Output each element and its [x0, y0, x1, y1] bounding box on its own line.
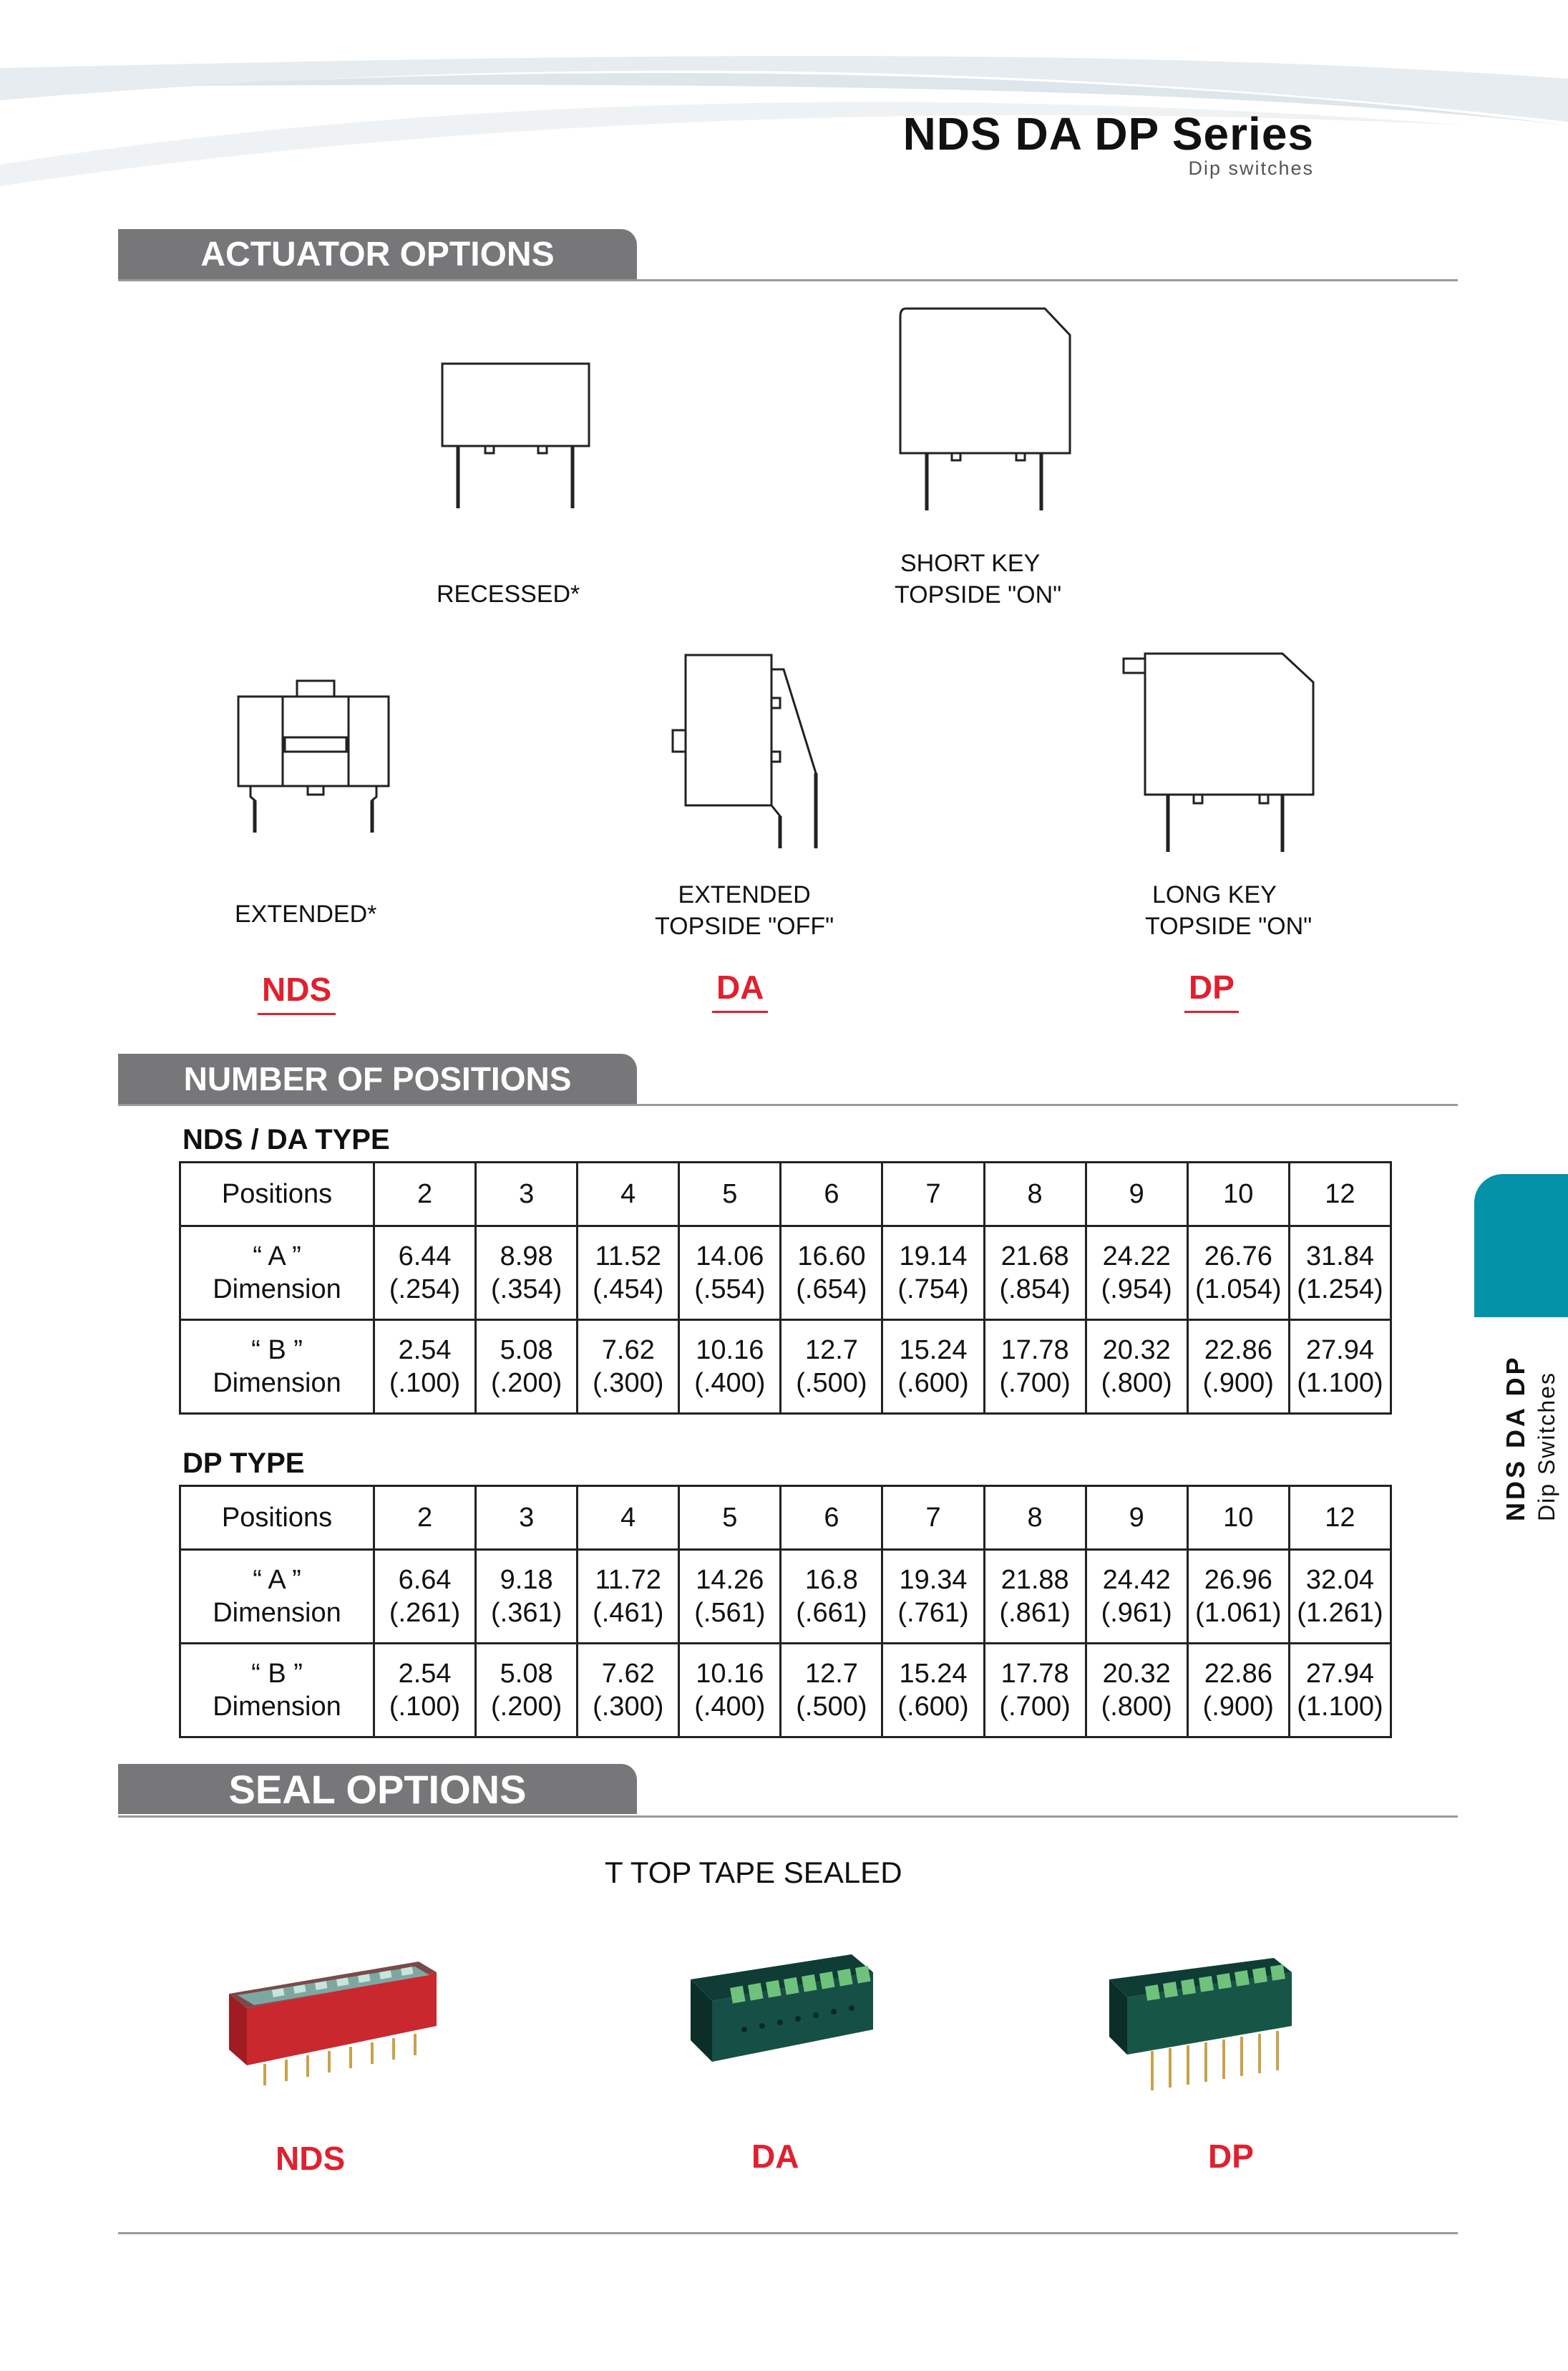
side-series-name: NDS DA DP: [1501, 1354, 1530, 1521]
table-row: [180, 1320, 1391, 1414]
caption-recessed: RECESSED*: [437, 581, 580, 608]
mm-value: 5.08: [500, 1335, 553, 1365]
row-header-a-dimension: [180, 1226, 374, 1320]
table-row: [180, 1486, 1391, 1550]
row-header-a-dimension: [180, 1550, 374, 1644]
short-key-actuator-diagram: [895, 306, 1073, 514]
b-dimension-cell: [374, 1644, 476, 1737]
mm-value: 14.06: [696, 1241, 764, 1271]
section-seal-title: SEAL OPTIONS: [228, 1766, 527, 1812]
inch-value: (.600): [897, 1692, 969, 1722]
a-dimension-cell: [578, 1226, 679, 1320]
inch-value: (1.100): [1297, 1368, 1383, 1398]
inch-value: (1.054): [1195, 1274, 1282, 1304]
section-rule: [118, 279, 1458, 281]
a-dimension-cell: [1289, 1226, 1391, 1320]
inch-value: (.561): [694, 1598, 766, 1628]
b-dimension-cell: [984, 1320, 1086, 1414]
inch-value: (.254): [389, 1274, 461, 1304]
position-cell: 3: [476, 1486, 578, 1550]
a-dimension-cell: [679, 1226, 781, 1320]
row-header-positions: Positions: [180, 1486, 374, 1550]
mm-value: 7.62: [601, 1335, 655, 1365]
position-cell: 7: [882, 1486, 984, 1550]
b-dimension-cell: [882, 1320, 984, 1414]
da-product-photo: [680, 1951, 880, 2069]
position-cell: 9: [1086, 1486, 1187, 1550]
mm-value: 2.54: [398, 1335, 452, 1365]
inch-value: (1.261): [1297, 1598, 1383, 1628]
mm-value: 17.78: [1000, 1335, 1069, 1365]
inch-value: (.300): [593, 1692, 664, 1722]
a-dimension-cell: [1187, 1550, 1289, 1644]
a-dimension-cell: [476, 1226, 578, 1320]
inch-value: (.200): [491, 1692, 563, 1722]
a-dimension-cell: [1289, 1550, 1391, 1644]
position-cell: 2: [374, 1163, 476, 1226]
a-dimension-cell: [476, 1550, 578, 1644]
inch-value: (.700): [999, 1692, 1071, 1722]
inch-value: (.900): [1202, 1692, 1274, 1722]
inch-value: (.661): [796, 1598, 867, 1628]
a-dimension-cell: [781, 1226, 882, 1320]
inch-value: (.461): [593, 1598, 664, 1628]
caption-long-key-line1: LONG KEY: [1152, 881, 1277, 908]
position-cell: 2: [374, 1486, 476, 1550]
mm-value: 7.62: [601, 1659, 655, 1689]
inch-value: (.500): [796, 1368, 867, 1398]
inch-value: (.961): [1101, 1598, 1172, 1628]
inch-value: (.800): [1101, 1692, 1172, 1722]
inch-value: (.800): [1101, 1368, 1172, 1398]
section-rule: [118, 1104, 1458, 1106]
inch-value: (.854): [999, 1274, 1071, 1304]
a-label: “ A ”: [253, 1565, 301, 1595]
inch-value: (.900): [1202, 1368, 1274, 1398]
photo-label-da: DA: [751, 2138, 799, 2175]
series-label-dp: DP: [1184, 968, 1239, 1013]
a-dimension-cell: [781, 1550, 882, 1644]
a-label: “ A ”: [253, 1241, 301, 1271]
section-positions-title: NUMBER OF POSITIONS: [183, 1060, 572, 1097]
mm-value: 27.94: [1305, 1659, 1374, 1689]
inch-value: (.100): [389, 1368, 461, 1398]
table-row: [180, 1163, 1391, 1226]
dimension-label: Dimension: [213, 1598, 341, 1628]
position-cell: 8: [984, 1486, 1086, 1550]
mm-value: 26.76: [1204, 1241, 1272, 1271]
table-title-dp: DP TYPE: [182, 1448, 305, 1479]
inch-value: (.600): [897, 1368, 969, 1398]
caption-extended-off: [655, 879, 834, 942]
b-dimension-cell: [679, 1320, 781, 1414]
b-dimension-cell: [476, 1320, 578, 1414]
caption-long-key-line2: TOPSIDE "ON": [1145, 913, 1313, 940]
b-dimension-cell: [1086, 1320, 1187, 1414]
positions-table-nds-da: [179, 1161, 1392, 1415]
mm-value: 6.64: [398, 1565, 452, 1595]
a-dimension-cell: [374, 1226, 476, 1320]
b-dimension-cell: [374, 1320, 476, 1414]
position-cell: 10: [1187, 1486, 1289, 1550]
section-rule: [118, 1815, 1458, 1818]
mm-value: 32.04: [1305, 1565, 1374, 1595]
positions-table-dp: [179, 1485, 1392, 1738]
mm-value: 11.72: [595, 1565, 661, 1595]
inch-value: (.700): [999, 1368, 1071, 1398]
position-cell: 5: [679, 1163, 781, 1226]
row-header-b-dimension: [180, 1320, 374, 1414]
mm-value: 10.16: [696, 1659, 764, 1689]
header-swoosh: [0, 0, 1568, 215]
position-cell: 4: [578, 1163, 679, 1226]
table-row: [180, 1226, 1391, 1320]
caption-short-key-line1: SHORT KEY: [900, 550, 1041, 577]
caption-extended: EXTENDED*: [235, 901, 377, 928]
inch-value: (.200): [491, 1368, 563, 1398]
recessed-actuator-diagram: [437, 362, 594, 512]
mm-value: 12.7: [804, 1335, 858, 1365]
inch-value: (.400): [694, 1692, 766, 1722]
mm-value: 19.14: [899, 1241, 968, 1271]
position-cell: 4: [578, 1486, 679, 1550]
mm-value: 27.94: [1305, 1335, 1374, 1365]
extended-off-actuator-diagram: [666, 651, 830, 852]
page-subtitle: Dip switches: [1188, 157, 1314, 179]
b-dimension-cell: [578, 1644, 679, 1737]
table-row: [180, 1644, 1391, 1737]
mm-value: 10.16: [696, 1335, 764, 1365]
series-label-da: DA: [712, 968, 768, 1013]
inch-value: (1.061): [1195, 1598, 1282, 1628]
inch-value: (1.100): [1297, 1692, 1383, 1722]
caption-short-key: [895, 548, 1061, 611]
mm-value: 14.26: [696, 1565, 764, 1595]
b-dimension-cell: [1187, 1320, 1289, 1414]
mm-value: 19.34: [899, 1565, 968, 1595]
mm-value: 17.78: [1000, 1659, 1069, 1689]
caption-extended-off-line1: EXTENDED: [678, 881, 811, 908]
nds-product-photo: [222, 1958, 451, 2087]
section-number-of-positions: [118, 1054, 637, 1104]
position-cell: 10: [1187, 1163, 1289, 1226]
inch-value: (.361): [491, 1598, 563, 1628]
inch-value: (.654): [796, 1274, 867, 1304]
b-dimension-cell: [679, 1644, 781, 1737]
seal-option-label: T TOP TAPE SEALED: [605, 1856, 902, 1889]
b-dimension-cell: [781, 1644, 882, 1737]
a-dimension-cell: [374, 1550, 476, 1644]
position-cell: 9: [1086, 1163, 1187, 1226]
table-row: [180, 1550, 1391, 1644]
photo-label-dp: DP: [1208, 2138, 1254, 2175]
mm-value: 22.86: [1204, 1659, 1272, 1689]
mm-value: 2.54: [398, 1659, 452, 1689]
mm-value: 26.96: [1204, 1565, 1272, 1595]
row-header-positions: Positions: [180, 1163, 374, 1226]
inch-value: (.761): [897, 1598, 969, 1628]
row-header-b-dimension: [180, 1644, 374, 1737]
inch-value: (.400): [694, 1368, 766, 1398]
mm-value: 20.32: [1102, 1335, 1171, 1365]
mm-value: 20.32: [1102, 1659, 1171, 1689]
mm-value: 31.84: [1305, 1241, 1374, 1271]
inch-value: (.300): [593, 1368, 664, 1398]
mm-value: 24.22: [1102, 1241, 1171, 1271]
position-cell: 8: [984, 1163, 1086, 1226]
mm-value: 24.42: [1102, 1565, 1171, 1595]
b-label: “ B ”: [251, 1659, 303, 1689]
dp-product-photo: [1102, 1954, 1302, 2098]
b-dimension-cell: [578, 1320, 679, 1414]
b-dimension-cell: [1086, 1644, 1187, 1737]
section-actuator-title: ACTUATOR OPTIONS: [200, 235, 555, 273]
inch-value: (.861): [999, 1598, 1071, 1628]
dimension-label: Dimension: [213, 1368, 341, 1398]
a-dimension-cell: [679, 1550, 781, 1644]
mm-value: 16.8: [804, 1565, 858, 1595]
caption-short-key-line2: TOPSIDE "ON": [895, 581, 1062, 608]
mm-value: 15.24: [899, 1335, 968, 1365]
extended-actuator-diagram: [236, 679, 394, 836]
table-title-nds-da: NDS / DA TYPE: [182, 1124, 390, 1155]
long-key-actuator-diagram: [1116, 648, 1317, 855]
mm-value: 15.24: [899, 1659, 968, 1689]
dimension-label: Dimension: [213, 1692, 341, 1722]
b-dimension-cell: [476, 1644, 578, 1737]
b-dimension-cell: [781, 1320, 882, 1414]
a-dimension-cell: [578, 1550, 679, 1644]
bottom-rule: [118, 2232, 1458, 2234]
inch-value: (.454): [593, 1274, 664, 1304]
a-dimension-cell: [882, 1550, 984, 1644]
side-series-label: [1474, 1346, 1568, 1525]
position-cell: 3: [476, 1163, 578, 1226]
position-cell: 12: [1289, 1486, 1391, 1550]
mm-value: 21.68: [1000, 1241, 1069, 1271]
b-dimension-cell: [1289, 1320, 1391, 1414]
a-dimension-cell: [882, 1226, 984, 1320]
series-label-nds: NDS: [258, 970, 336, 1015]
side-tab: [1474, 1174, 1568, 1317]
page-title: NDS DA DP Series: [902, 108, 1314, 160]
section-seal-options: [118, 1764, 637, 1814]
mm-value: 12.7: [804, 1659, 858, 1689]
section-actuator-options: [118, 229, 637, 279]
inch-value: (.354): [491, 1274, 563, 1304]
position-cell: 5: [679, 1486, 781, 1550]
b-dimension-cell: [1187, 1644, 1289, 1737]
mm-value: 9.18: [500, 1565, 553, 1595]
a-dimension-cell: [984, 1226, 1086, 1320]
inch-value: (1.254): [1297, 1274, 1383, 1304]
caption-long-key: [1145, 879, 1312, 942]
caption-extended-off-line2: TOPSIDE "OFF": [655, 913, 834, 940]
b-dimension-cell: [1289, 1644, 1391, 1737]
mm-value: 11.52: [595, 1241, 661, 1271]
position-cell: 7: [882, 1163, 984, 1226]
mm-value: 8.98: [500, 1241, 553, 1271]
inch-value: (.100): [389, 1692, 461, 1722]
mm-value: 22.86: [1204, 1335, 1272, 1365]
b-dimension-cell: [984, 1644, 1086, 1737]
inch-value: (.500): [796, 1692, 867, 1722]
a-dimension-cell: [1086, 1550, 1187, 1644]
position-cell: 6: [781, 1163, 882, 1226]
a-dimension-cell: [984, 1550, 1086, 1644]
b-label: “ B ”: [251, 1335, 303, 1365]
a-dimension-cell: [1187, 1226, 1289, 1320]
position-cell: 12: [1289, 1163, 1391, 1226]
inch-value: (.261): [389, 1598, 461, 1628]
inch-value: (.754): [897, 1274, 969, 1304]
inch-value: (.554): [694, 1274, 766, 1304]
inch-value: (.954): [1101, 1274, 1172, 1304]
dimension-label: Dimension: [213, 1274, 341, 1304]
side-series-category: Dip Switches: [1534, 1372, 1559, 1521]
a-dimension-cell: [1086, 1226, 1187, 1320]
mm-value: 21.88: [1000, 1565, 1069, 1595]
b-dimension-cell: [882, 1644, 984, 1737]
mm-value: 16.60: [797, 1241, 866, 1271]
photo-label-nds: NDS: [276, 2140, 346, 2177]
mm-value: 6.44: [398, 1241, 452, 1271]
position-cell: 6: [781, 1486, 882, 1550]
mm-value: 5.08: [500, 1659, 553, 1689]
